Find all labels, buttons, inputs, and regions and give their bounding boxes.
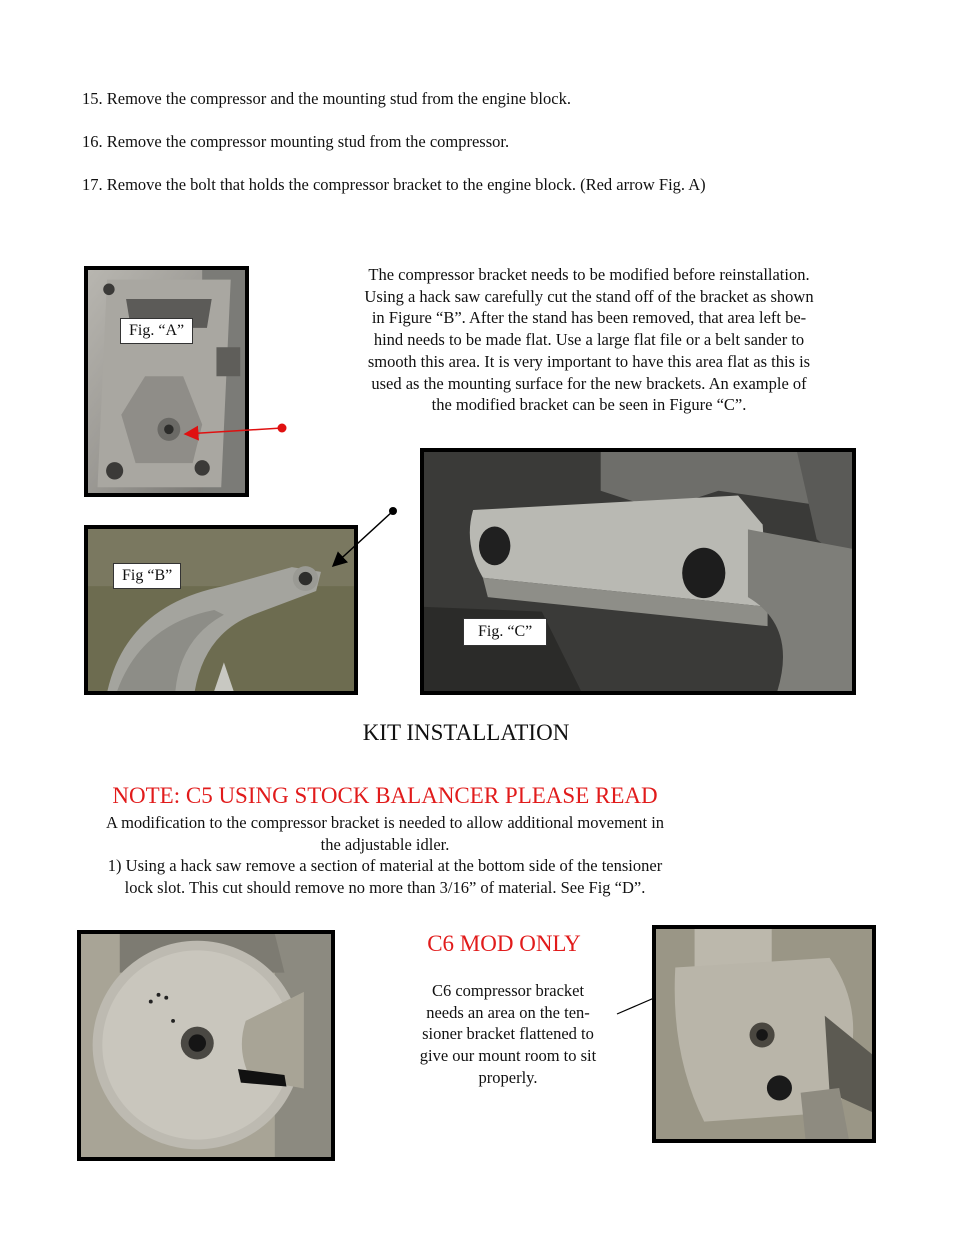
note-title: NOTE: C5 USING STOCK BALANCER PLEASE READ <box>112 783 658 808</box>
note-line-1: A modification to the compressor bracket is needed to allow additional movement in <box>105 813 665 832</box>
modify-line-3: in Figure “B”. After the stand has been removed, that area left be- <box>371 308 807 328</box>
modify-line-1: The compressor bracket needs to be modified before reinstallation. <box>368 265 810 284</box>
note-line-4: lock slot. This cut should remove no more than 3/16” of material. See Fig “D”. <box>124 878 646 898</box>
note-line-3: 1) Using a hack saw remove a section of material at the bottom side of the tensioner <box>107 856 663 876</box>
modify-line-6: used as the mounting surface for the new brackets. An example of <box>371 373 807 393</box>
c6-line-5: properly. <box>478 1067 538 1087</box>
figure-c-label: Fig. “C” <box>463 618 547 646</box>
modify-line-2: Using a hack saw carefully cut the stand off of the bracket as shown <box>364 286 814 306</box>
step-15: 15. Remove the compressor and the mounting stud from the engine block. <box>82 89 571 108</box>
fig-a-red-arrow-dot <box>278 424 287 433</box>
c6-line-3: sioner bracket flattened to <box>422 1024 594 1044</box>
c6-photo <box>652 925 876 1143</box>
note-line-2: the adjustable idler. <box>320 834 450 854</box>
figure-c-photo <box>420 448 856 695</box>
step-17: 17. Remove the bolt that holds the compressor bracket to the engine block. (Red arrow Fig. A) <box>82 175 706 194</box>
modify-line-5: smooth this area. It is very important to have this area flat as this is <box>367 351 811 371</box>
c6-line-1: C6 compressor bracket <box>431 981 585 1000</box>
figure-a-photo <box>84 266 249 497</box>
figure-a-label: Fig. “A” <box>120 318 193 344</box>
kit-installation-heading: KIT INSTALLATION <box>362 720 570 745</box>
c6-line-4: give our mount room to sit <box>419 1046 597 1066</box>
modify-line-7: the modified bracket can be seen in Figure “C”. <box>431 395 747 415</box>
figure-b-label: Fig “B” <box>113 563 181 589</box>
c6-line-2: needs an area on the ten- <box>426 1002 590 1022</box>
fig-b-black-arrow-dot <box>389 507 397 515</box>
c6-title: C6 MOD ONLY <box>427 931 581 956</box>
note-paragraph <box>40 812 730 899</box>
step-16: 16. Remove the compressor mounting stud from the compressor. <box>82 132 510 151</box>
c6-paragraph <box>398 980 618 1089</box>
figure-d-photo <box>77 930 335 1161</box>
modify-paragraph <box>320 264 858 416</box>
figure-b-photo <box>84 525 358 695</box>
modify-line-4: hind needs to be made flat. Use a large flat file or a belt sander to <box>373 330 805 350</box>
